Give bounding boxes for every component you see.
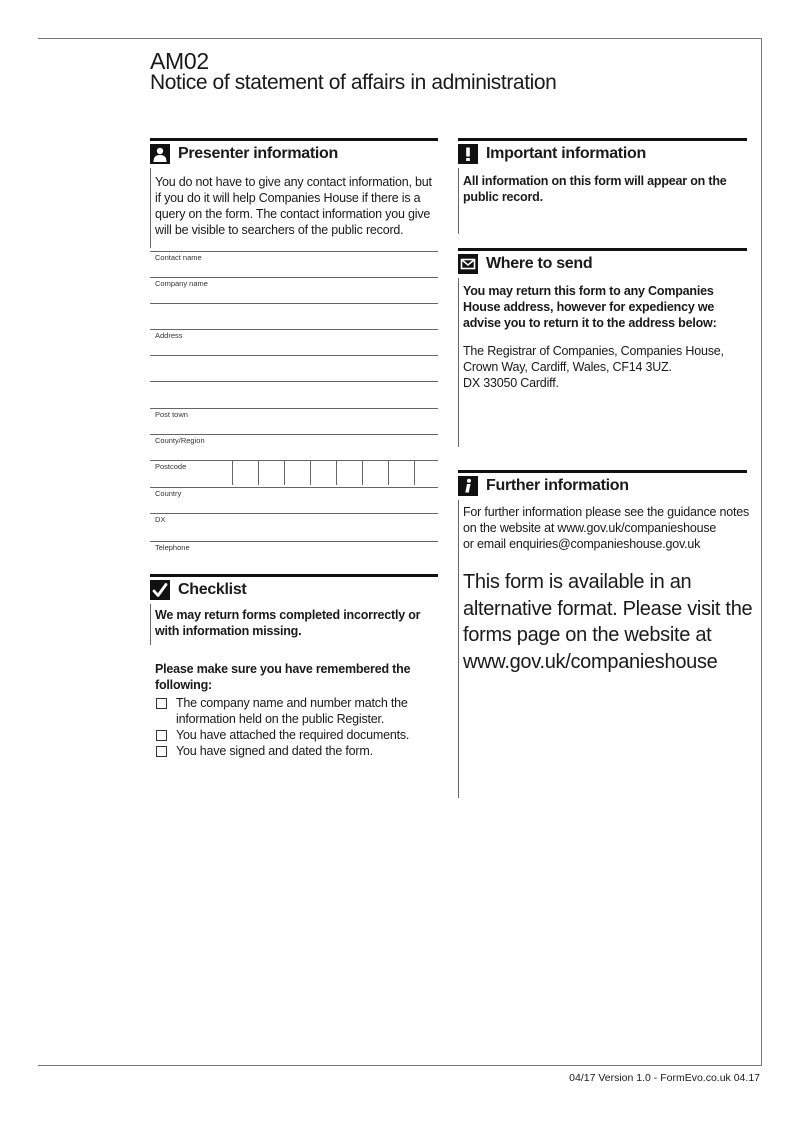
checklist-item: [155, 727, 437, 743]
where-to-send-rule: [458, 278, 459, 447]
contact-name-field[interactable]: [150, 251, 438, 278]
checklist-item: [155, 695, 437, 727]
county-region-field[interactable]: [150, 434, 438, 461]
checkbox[interactable]: [156, 698, 167, 709]
country-field[interactable]: [150, 487, 438, 514]
postcode-box[interactable]: [388, 461, 415, 485]
postcode-box[interactable]: [362, 461, 389, 485]
address-field-line3[interactable]: [150, 381, 438, 408]
postcode-field[interactable]: [150, 460, 438, 487]
important-section-header: [458, 138, 747, 167]
dx-field[interactable]: [150, 513, 438, 540]
important-rule: [458, 168, 459, 234]
checklist-item-text: The company name and number match the information held on the public Register.: [176, 696, 408, 726]
postcode-box[interactable]: [232, 461, 259, 485]
registrar-address-line3: DX 33050 Cardiff.: [463, 376, 559, 390]
postcode-label: Postcode: [155, 462, 187, 471]
address-field-line2[interactable]: [150, 355, 438, 382]
further-section-title: Further information: [486, 477, 629, 494]
postcode-box[interactable]: [336, 461, 363, 485]
county-region-label: County/Region: [155, 436, 205, 445]
where-to-send-section-header: [458, 248, 747, 277]
form-code: AM02: [150, 48, 209, 74]
further-line2: on the website at www.gov.uk/companieshouse: [463, 521, 717, 535]
checklist-items: [155, 695, 437, 759]
registrar-address-line1: The Registrar of Companies, Companies House,: [463, 344, 724, 358]
checklist-item-text: You have attached the required documents.: [176, 728, 410, 742]
dx-label: DX: [155, 515, 166, 524]
company-name-field[interactable]: [150, 277, 438, 304]
checklist-item-text: You have signed and dated the form.: [176, 744, 373, 758]
exclamation-icon: [458, 144, 478, 164]
page-frame-right: [761, 38, 762, 1066]
checklist-section-title: Checklist: [178, 581, 247, 598]
important-section-title: Important information: [486, 145, 646, 162]
postcode-box[interactable]: [414, 461, 441, 485]
alternative-format-notice: This form is available in an alternative format. Please visit the forms page on the website at www.gov.uk/companieshouse: [463, 571, 753, 673]
postcode-box[interactable]: [284, 461, 311, 485]
further-line1: For further information please see the guidance notes: [463, 505, 750, 519]
company-name-field-line2[interactable]: [150, 303, 438, 330]
info-icon: [458, 476, 478, 496]
checklist-warning: We may return forms completed incorrectly or with information missing.: [155, 608, 421, 638]
registrar-address-line2: Crown Way, Cardiff, Wales, CF14 3UZ.: [463, 360, 672, 374]
contact-name-label: Contact name: [155, 253, 202, 262]
presenter-intro-rule: [150, 168, 151, 248]
where-to-send-section-title: Where to send: [486, 255, 593, 272]
postcode-box[interactable]: [258, 461, 285, 485]
telephone-label: Telephone: [155, 543, 190, 552]
presenter-section-title: Presenter information: [178, 145, 338, 162]
further-line3: or email enquiries@companieshouse.gov.uk: [463, 537, 701, 551]
checklist-section-header: [150, 574, 438, 603]
form-title: Notice of statement of affairs in administration: [150, 71, 557, 94]
checkbox[interactable]: [156, 746, 167, 757]
person-icon: [150, 144, 170, 164]
telephone-field[interactable]: [150, 541, 438, 568]
checklist-prompt: Please make sure you have remembered the following:: [155, 662, 411, 692]
post-town-label: Post town: [155, 410, 188, 419]
country-label: Country: [155, 489, 182, 498]
checklist-warning-rule: [150, 604, 151, 645]
page-frame-bottom: [38, 1065, 762, 1066]
address-field[interactable]: [150, 329, 438, 356]
further-rule: [458, 500, 459, 798]
post-town-field[interactable]: [150, 408, 438, 435]
envelope-icon: [458, 254, 478, 274]
where-to-send-intro: You may return this form to any Companies House address, however for expediency we advise you to return it to the address below:: [463, 284, 717, 330]
checklist-item: [155, 743, 437, 759]
company-name-label: Company name: [155, 279, 208, 288]
postcode-box[interactable]: [310, 461, 337, 485]
checkbox[interactable]: [156, 730, 167, 741]
page-frame-top: [38, 38, 762, 39]
further-section-header: [458, 470, 747, 499]
presenter-section-header: [150, 138, 438, 167]
presenter-intro-text: You do not have to give any contact information, but if you do it will help Companies House if there is a query on the form. The contact information you give will be visible to searchers of the public record.: [155, 175, 432, 237]
checkmark-icon: [150, 580, 170, 600]
footer-version: 04/17 Version 1.0 - FormEvo.co.uk 04.17: [569, 1072, 760, 1084]
address-label: Address: [155, 331, 183, 340]
important-text: All information on this form will appear on the public record.: [463, 174, 727, 204]
